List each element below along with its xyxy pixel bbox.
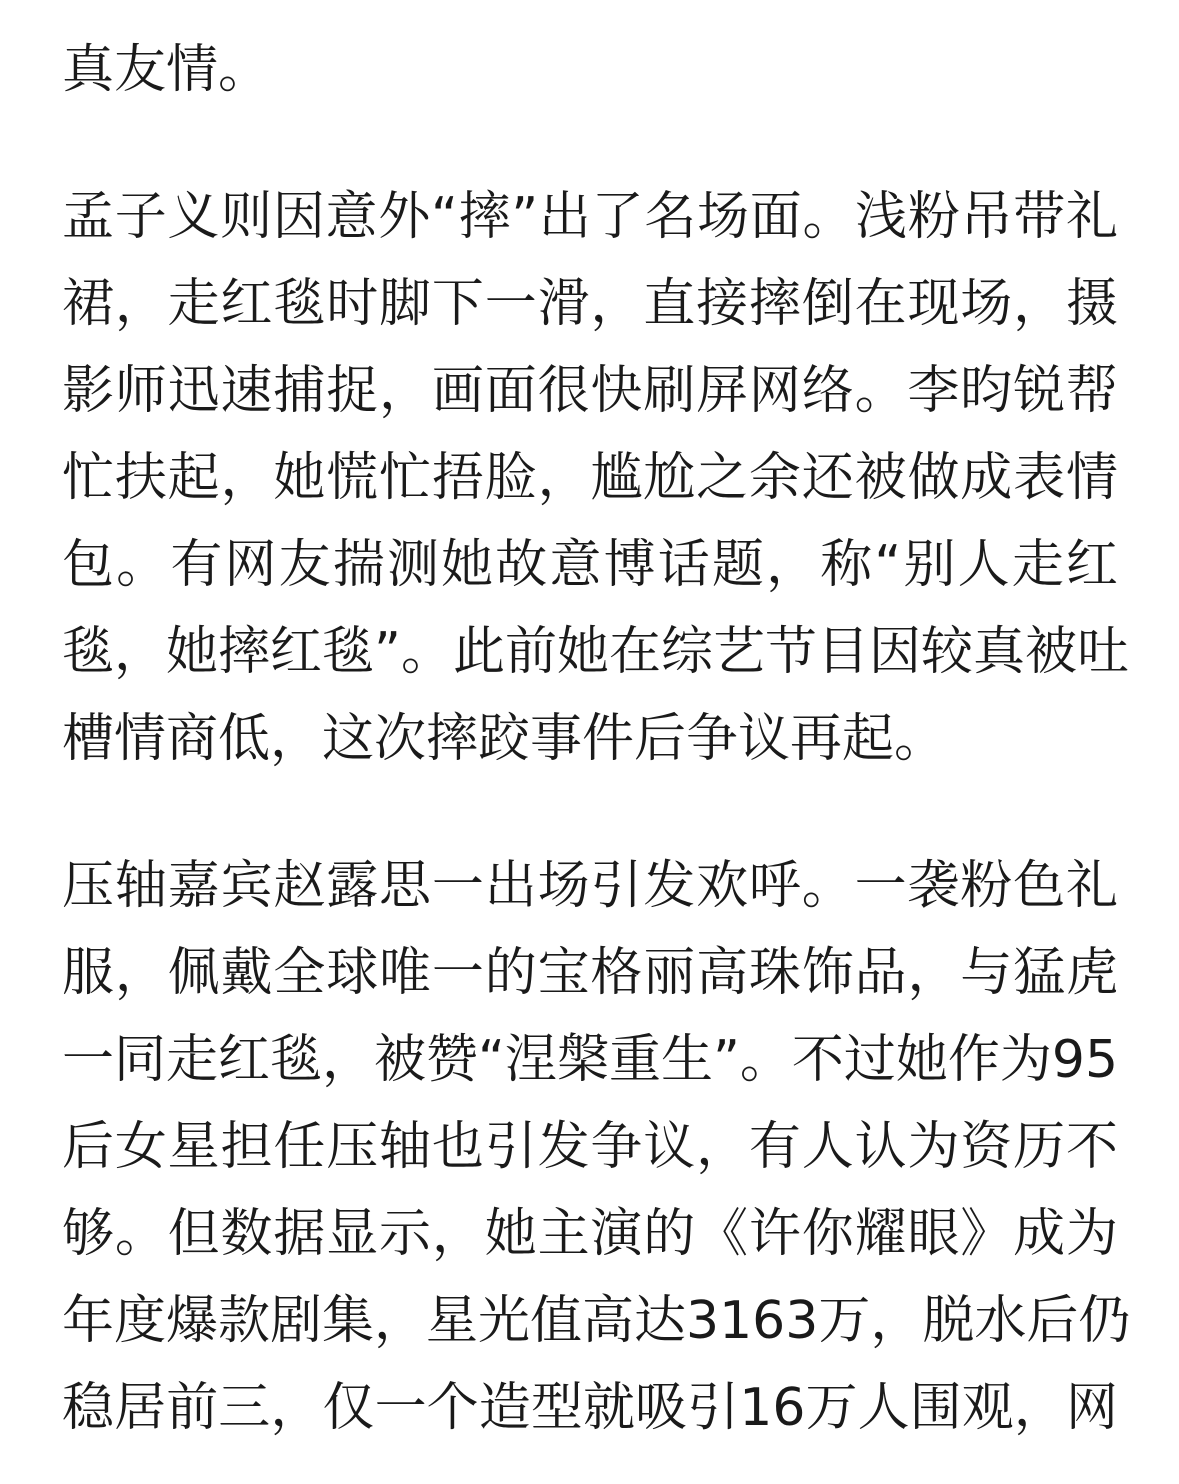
paragraph-1-line-2: 裙，走红毯时脚下一滑，直接摔倒在现场，摄 (62, 274, 1118, 334)
paragraph-1-line-5: 包。有网友揣测她故意博话题，称“别人走红 (62, 535, 1118, 595)
paragraph-1-line-3: 影师迅速捕捉，画面很快刷屏网络。李昀锐帮 (62, 361, 1118, 421)
paragraph-2-line-1: 压轴嘉宾赵露思一出场引发欢呼。一袭粉色礼 (62, 856, 1118, 916)
paragraph-2-line-3: 一同走红毯，被赞“涅槃重生”。不过她作为95 (62, 1030, 1119, 1090)
paragraph-1-line-4: 忙扶起，她慌忙捂脸，尴尬之余还被做成表情 (62, 448, 1118, 508)
paragraph-1-line-6: 毯，她摔红毯”。此前她在综艺节目因较真被吐 (62, 622, 1129, 682)
paragraph-0-line-1: 真友情。 (62, 40, 271, 100)
paragraph-2-line-7: 稳居前三，仅一个造型就吸引16万人围观，网 (62, 1378, 1118, 1438)
paragraph-1-line-1: 孟子义则因意外“摔”出了名场面。浅粉吊带礼 (62, 187, 1118, 247)
paragraph-2-line-2: 服，佩戴全球唯一的宝格丽高珠饰品，与猛虎 (62, 943, 1118, 1003)
paragraph-2-line-4: 后女星担任压轴也引发争议，有人认为资历不 (62, 1117, 1118, 1177)
paragraph-2-line-5: 够。但数据显示，她主演的《许你耀眼》成为 (62, 1204, 1118, 1264)
paragraph-2-line-6: 年度爆款剧集，星光值高达3163万，脱水后仍 (62, 1291, 1131, 1351)
paragraph-1-line-7: 槽情商低，这次摔跤事件后争议再起。 (62, 709, 947, 769)
